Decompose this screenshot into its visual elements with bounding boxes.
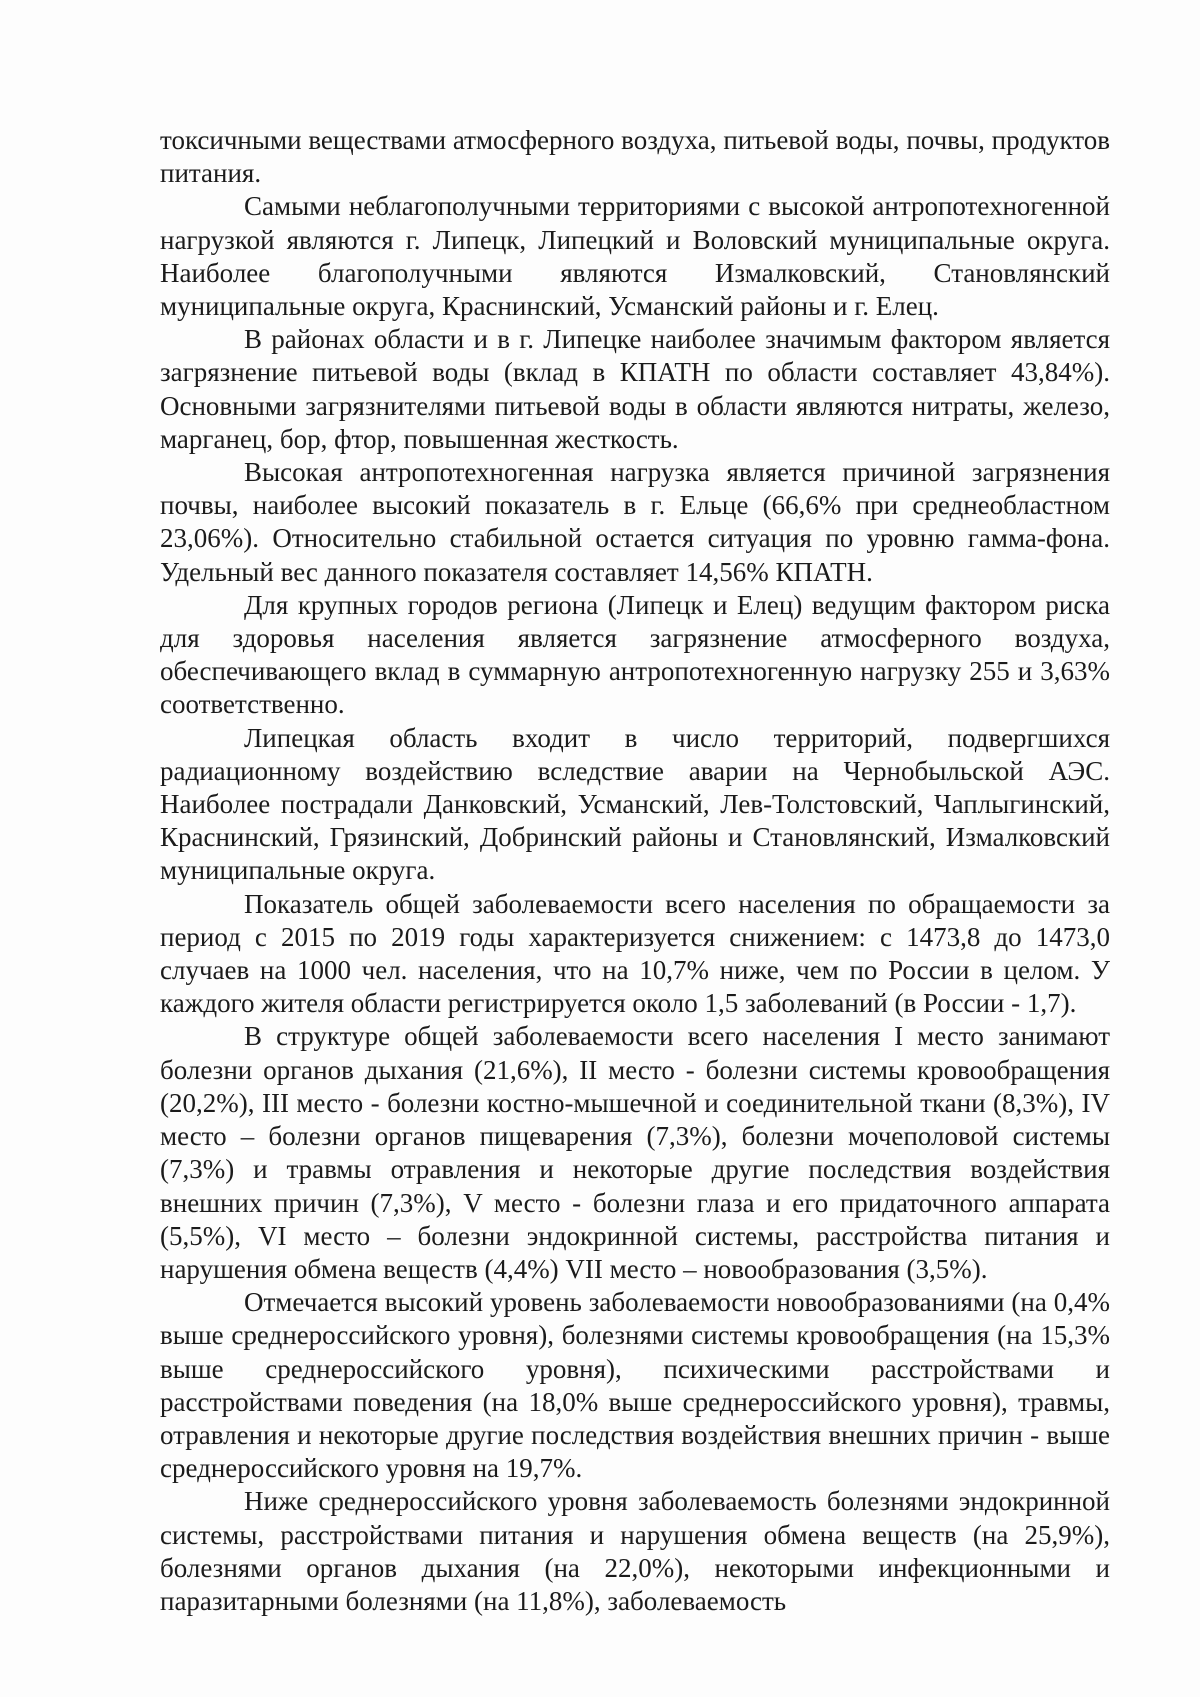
paragraph-7: Показатель общей заболеваемости всего населения по обращаемости за период с 2015 по 2019 годы характеризуется снижением: с 1473,8 до 1473,0 случаев на 1000 чел. населения, что на 10,7% ниже, чем по России в целом. У каждого жителя области регистрируется около 1,5 заболеваний (в России - 1,7). xyxy=(160,888,1110,1019)
paragraph-3: В районах области и в г. Липецке наиболее значимым фактором является загрязнение питьевой воды (вклад в КПАТН по области составляет 43,84%). Основными загрязнителями питьевой воды в области являются нитраты, железо, марганец, бор, фтор, повышенная жесткость. xyxy=(160,324,1110,454)
paragraph-8: В структуре общей заболеваемости всего населения I место занимают болезни органов дыхания (21,6%), II место - болезни системы кровообращения (20,2%), III место - болезни костно-мышечной и соединительной ткани (8,3%), IV место – болезни органов пищеварения (7,3%), болезни мочеполовой системы (7,3%) и травмы отравления и некоторые другие последствия воздействия внешних причин (7,3%), V место - болезни глаза и его придаточного аппарата (5,5%), VI место – болезни эндокринной системы, расстройства питания и нарушения обмена веществ (4,4%) VII место – новообразования (3,5%). xyxy=(160,1021,1110,1284)
paragraph-9: Отмечается высокий уровень заболеваемости новообразованиями (на 0,4% выше среднероссийского уровня), болезнями системы кровообращения (на 15,3% выше среднероссийского уровня), психическими расстройствами и расстройствами поведения (на 18,0% выше среднероссийского уровня), травмы, отравления и некоторые другие последствия воздействия внешних причин - выше среднероссийского уровня на 19,7%. xyxy=(160,1287,1110,1484)
paragraph-2: Самыми неблагополучными территориями с высокой антропотехногенной нагрузкой являются г. Липецк, Липецкий и Воловский муниципальные округа. Наиболее благополучными являются Измалковский, Становлянский муниципальные округа, Краснинский, Усманский районы и г. Елец. xyxy=(160,191,1110,322)
paragraph-4: Высокая антропотехногенная нагрузка является причиной загрязнения почвы, наиболее высокий показатель в г. Ельце (66,6% при среднеобластном 23,06%). Относительно стабильной остается ситуация по уровню гамма-фона. Удельный вес данного показателя составляет 14,56% КПАТН. xyxy=(160,457,1110,587)
paragraph-5: Для крупных городов региона (Липецк и Елец) ведущим фактором риска для здоровья населения является загрязнение атмосферного воздуха, обеспечивающего вклад в суммарную антропотехногенную нагрузку 255 и 3,63% соответственно. xyxy=(160,589,1110,720)
paragraph-10: Ниже среднероссийского уровня заболеваемость болезнями эндокринной системы, расстройствами питания и нарушения обмена веществ (на 25,9%), болезнями органов дыхания (на 22,0%), некоторыми инфекционными и паразитарными болезнями (на 11,8%), заболеваемость xyxy=(160,1486,1110,1616)
document-body xyxy=(160,124,1110,1618)
paragraph-1: токсичными веществами атмосферного воздуха, питьевой воды, почвы, продуктов питания. xyxy=(160,125,1110,189)
paragraph-6: Липецкая область входит в число территорий, подвергшихся радиационному воздействию вследствие аварии на Чернобыльской АЭС. Наиболее пострадали Данковский, Усманский, Лев-Толстовский, Чаплыгинский, Краснинский, Грязинский, Добринский районы и Становлянский, Измалковский муниципальные округа. xyxy=(160,722,1110,886)
